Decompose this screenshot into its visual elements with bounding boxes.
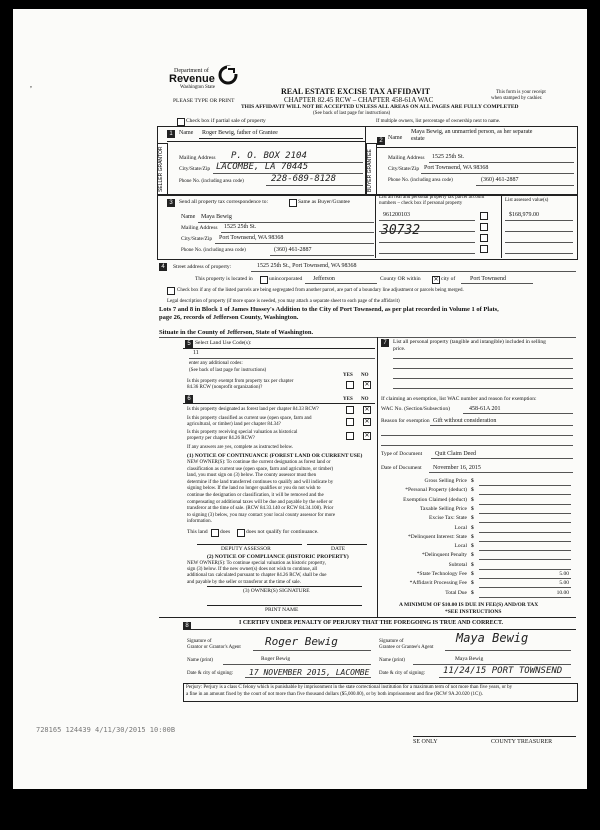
receipt-note-2: when stamped by cashier. [491, 96, 543, 101]
seller-phone-label: Phone No. (including area code) [179, 179, 244, 184]
tax-mail-value[interactable]: 1525 25th St. [224, 224, 257, 230]
dept-line2: Revenue [169, 73, 215, 85]
buyer-tab-label: BUYER GRANTEE [367, 149, 373, 192]
street-label: Street address of property: [173, 264, 232, 270]
buyer-mail-label: Mailing Address [388, 155, 425, 161]
minimum-due-note: A MINIMUM OF $10.00 IS DUE IN FEE(S) AND/OR TAX [399, 602, 539, 608]
grantor-signature[interactable]: Roger Bewig [265, 635, 338, 648]
calc-row-currency: $ [471, 571, 474, 577]
historic-line: additional tax calculated pursuant to chapter 84.26 RCW, shall be due [187, 573, 327, 579]
perjury-line-2: a fine in an amount fixed by the court of not more than five thousand dollars ($5,000.00), or by both imprisonment and fine (RCW 9A.20.020 (1C)). [186, 692, 483, 697]
forest-question: Is this property designated as forest land per chapter 84.33 RCW? [187, 407, 319, 412]
seller-city-label: City/State/Zip [179, 166, 211, 172]
street-value[interactable]: 1525 25th St., Port Townsend, WA 98368 [257, 263, 357, 269]
does-label: does [220, 529, 231, 535]
current-use-yes-checkbox[interactable] [346, 418, 354, 426]
grantor-name-label: Name (print) [187, 658, 213, 663]
dept-line1: Department of [174, 68, 209, 74]
calc-row-currency: $ [471, 487, 474, 494]
grantee-sig-label-1: Signature of [379, 639, 404, 644]
tax-mail-label: Mailing Address [181, 225, 218, 231]
does-not-label: does not qualify for continuance. [246, 529, 319, 535]
seller-tab-label: SELLER GRANTOR [158, 146, 164, 192]
section-3-number: 3 [167, 199, 175, 207]
calc-row-label: Gross Selling Price [424, 478, 467, 484]
unincorporated-label: unincorporated [269, 276, 303, 282]
tax-name[interactable]: Maya Bewig [201, 214, 232, 220]
doc-type-label: Type of Document [381, 451, 423, 457]
wac-label: WAC No. (Section/Subsection) [381, 406, 450, 412]
sec5-no-label: NO [361, 373, 369, 378]
segregation-label: Check box if any of the listed parcels are being segregated from another parcel, are part of a boundary line adjustment or parcels being merged. [177, 288, 464, 293]
forest-no-checkbox[interactable]: ✕ [364, 406, 370, 413]
calc-row-currency: $ [471, 524, 474, 531]
buyer-phone-value[interactable]: (360) 461-2887 [481, 177, 519, 183]
calc-row-label: Local [454, 543, 467, 550]
certify-statement: I CERTIFY UNDER PENALTY OF PERJURY THAT THE FOREGOING IS TRUE AND CORRECT. [239, 620, 504, 626]
form-title: REAL ESTATE EXCISE TAX AFFIDAVIT [281, 87, 431, 96]
land-use-code[interactable]: 11 [193, 350, 199, 356]
continuance-line: to signing (3) below, you may contact your local county assessor for more [187, 512, 336, 518]
calc-row-line [479, 522, 571, 523]
calc-row-label: Taxable Selling Price [420, 505, 467, 512]
county-or-label: County OR within [380, 276, 421, 282]
parcel-number[interactable]: 961200103 [383, 212, 410, 218]
within-city-checkbox[interactable]: ✕ [433, 276, 439, 283]
buyer-phone-label: Phone No. (including area code) [388, 178, 453, 183]
grantee-signature[interactable]: Maya Bewig [456, 631, 529, 645]
section-7-number: 7 [381, 339, 389, 347]
calc-row-line [479, 513, 571, 514]
calc-row-line [479, 587, 571, 588]
parcel-handwritten-number: 30732 [381, 223, 421, 238]
continuance-line: information. [187, 519, 212, 525]
county-value[interactable]: Jefferson [313, 276, 335, 282]
continuance-line: continue the designation or classification, it will be removed and the [187, 493, 324, 498]
grantor-date-label: Date & city of signing: [187, 671, 234, 676]
calc-row-label: Excise Tax: State [428, 515, 467, 522]
seller-mail-label: Mailing Address [179, 155, 216, 161]
section-6-number: 6 [185, 395, 193, 403]
historic-line: sign (3) below. If the new owner(s) does not wish to continue, all [187, 567, 318, 573]
continuance-line: compensating or additional taxes will be due and payable by the seller or [187, 499, 333, 505]
continuance-line: land, you must sign on (3) below. The county assessor must then [187, 473, 317, 479]
calc-row-label: *State Technology Fee [416, 571, 467, 577]
form-see-back: (See back of last page for instructions) [313, 111, 391, 116]
calc-row-currency: $ [471, 496, 474, 503]
assessed-value[interactable]: $168,979.00 [509, 212, 539, 218]
legal-line-2: page 26, records of Jefferson County, Washington. [159, 314, 299, 321]
owner-signature-label: (3) OWNER(S) SIGNATURE [243, 588, 310, 594]
parcel-personal-checkbox-1[interactable] [480, 212, 488, 220]
grantee-name[interactable]: Maya Bewig [455, 656, 484, 662]
doc-type-value[interactable]: Quit Claim Deed [435, 451, 476, 457]
exempt-no-checkbox[interactable]: ✕ [364, 381, 370, 388]
tax-phone-value[interactable]: (360) 461-2887 [274, 247, 312, 253]
perjury-line-1: Perjury: Perjury is a class C felony which is punishable by imprisonment in the state correctional institution for a maximum term of not more than five years, or by [186, 685, 513, 690]
exempt-question-2: 84.36 RCW (nonprofit organization)? [187, 385, 263, 390]
calc-row-line [479, 550, 571, 551]
multiple-owners-note: If multiple owners, list percentage of ownership next to name. [376, 119, 501, 124]
continuance-line: determine if the land transferred continues to qualify and will indicate by [187, 479, 334, 485]
grantor-sig-label-1: Signature of [187, 639, 212, 644]
grantor-sig-label-2: Grantor or Grantor's Agent [187, 645, 241, 650]
sec6-no-label: NO [361, 397, 369, 402]
calc-row-label: Total Due [445, 589, 467, 596]
calc-row-value[interactable]: 10.00 [556, 589, 569, 596]
grantee-name-label: Name (print) [379, 658, 405, 663]
partial-sale-label: Check box if partial sale of property [186, 118, 266, 124]
grantee-date[interactable]: 11/24/15 PORT TOWNSEND [443, 666, 563, 676]
tax-city-value[interactable]: Port Townsend, WA 98368 [219, 235, 284, 241]
calc-row-label: *Affidavit Processing Fee [409, 580, 467, 587]
seller-phone-value[interactable]: 228-689-8128 [271, 174, 337, 184]
calc-row-label: Subtotal [448, 561, 467, 568]
seller-city-value[interactable]: LACOMBE, LA 70445 [216, 162, 309, 172]
parcel-personal-checkbox-4[interactable] [480, 245, 488, 253]
buyer-city-label: City/State/Zip [388, 166, 420, 172]
historical-yes-checkbox[interactable] [346, 432, 354, 440]
parcel-list-label-2: numbers – check box if personal property [379, 201, 463, 206]
calc-row-currency: $ [471, 543, 474, 550]
city-value[interactable]: Port Townsend [470, 276, 506, 282]
calc-row-line [479, 485, 571, 486]
same-as-buyer-label: Same as Buyer/Grantee [298, 199, 350, 205]
section-8-number: 8 [183, 622, 191, 630]
calc-row-line [479, 559, 571, 560]
form-warning: THIS AFFIDAVIT WILL NOT BE ACCEPTED UNLESS ALL AREAS ON ALL PAGES ARE FULLY COMPLETED [241, 104, 519, 110]
buyer-city-value[interactable]: Port Townsend, WA 98368 [424, 165, 489, 171]
calc-row-currency: $ [471, 533, 474, 540]
historic-title: (2) NOTICE OF COMPLIANCE (HISTORIC PROPERTY) [207, 554, 349, 560]
land-label: This land [187, 529, 208, 535]
partial-sale-checkbox[interactable] [177, 118, 185, 126]
does-not-qualify-checkbox[interactable] [237, 529, 245, 537]
historic-line: and payable by the seller or transferor at the time of sale. [187, 579, 301, 585]
current-use-question-2: agricultural, or timber) land per chapter 84.34? [187, 422, 281, 427]
personal-property-label-2: price. [393, 346, 406, 352]
exemption-claim-label: If claiming an exemption, list WAC number and reason for exemption: [381, 396, 537, 402]
calc-row-line [479, 541, 571, 542]
doc-date-label: Date of Document [381, 465, 422, 471]
city-of-label: city of [441, 276, 456, 282]
section-2-number: 2 [377, 137, 385, 145]
section-5-number: 5 [185, 340, 193, 348]
exempt-yes-checkbox[interactable] [346, 381, 354, 389]
tax-correspondence-label: Send all property tax correspondence to: [179, 199, 269, 205]
reason-label: Reason for exemption [381, 418, 430, 424]
use-only-label: SE ONLY [413, 739, 438, 745]
calc-row-line [479, 532, 571, 533]
doc-date-value[interactable]: November 16, 2015 [433, 465, 481, 471]
parcel-personal-checkbox-2[interactable] [480, 223, 488, 231]
historical-question-1: Is this property receiving special valuation as historical [187, 430, 298, 435]
land-use-label: Select Land Use Code(s): [195, 340, 252, 346]
dor-logo-icon [218, 65, 238, 85]
calc-row-currency: $ [471, 589, 474, 596]
historical-question-2: property per chapter 84.26 RCW? [187, 436, 255, 441]
deputy-assessor-label: DEPUTY ASSESSOR [221, 546, 271, 552]
grantee-sig-label-2: Grantee or Grantee's Agent [379, 645, 434, 650]
continuance-title: (1) NOTICE OF CONTINUANCE (FOREST LAND OR CURRENT USE) [187, 453, 363, 459]
calc-row-line [479, 504, 571, 505]
calc-row-currency: $ [471, 478, 474, 484]
calc-row-label: Exemption Claimed (deduct) [403, 496, 467, 503]
calc-row-value[interactable]: 5.00 [559, 580, 569, 587]
calc-row-label: *Delinquent Interest: State [408, 533, 467, 540]
print-name-label: PRINT NAME [265, 607, 299, 613]
exempt-question-1: Is this property exempt from property tax per chapter [187, 379, 294, 384]
receipt-note-1: This form is your receipt [496, 90, 546, 95]
calc-row-line [479, 597, 571, 598]
current-use-question-1: Is this property classified as current use (open space, farm and [187, 416, 312, 421]
unincorporated-checkbox[interactable] [260, 276, 268, 284]
calc-row-line [479, 578, 571, 579]
grantee-date-label: Date & city of signing: [379, 671, 426, 676]
historic-line: NEW OWNER(S): To continue special valuation as historic property, [187, 561, 326, 566]
calc-row-currency: $ [471, 552, 474, 559]
tax-name-label: Name [181, 214, 196, 220]
continuance-line: signing below. If the land no longer qualifies or you do not wish to [187, 486, 321, 492]
personal-property-label-1: List all personal property (tangible and intangible) included in selling [393, 339, 546, 345]
continuance-line: classification as current use (open space, farm and agriculture, or timber) [187, 466, 334, 472]
wac-value[interactable]: 458-61A 201 [469, 406, 501, 412]
located-label: This property is located in [195, 276, 253, 282]
calc-row-label: *Personal Property (deduct) [405, 487, 467, 494]
calc-row-value[interactable]: 5.00 [559, 571, 569, 577]
continuance-line: transferor at the time of sale. (RCW 84.33.140 or RCW 84.34.108). Prior [187, 506, 334, 512]
sec5-yes-label: YES [343, 373, 353, 378]
forest-yes-checkbox[interactable] [346, 406, 354, 414]
calc-row-label: *Delinquent Penalty [421, 552, 467, 559]
see-instructions-note: *SEE INSTRUCTIONS [445, 609, 502, 615]
seller-name[interactable]: Roger Bewig, father of Grantee [202, 130, 278, 136]
segregation-checkbox[interactable] [167, 287, 175, 295]
tax-phone-label: Phone No. (including area code) [181, 248, 246, 253]
dept-line3: Washington State [180, 85, 216, 90]
grantor-date[interactable]: 17 NOVEMBER 2015, LACOMBE [249, 668, 370, 677]
situate-line: Situate in the County of Jefferson, State of Washington. [159, 329, 314, 336]
form-chapter: CHAPTER 82.45 RCW – CHAPTER 458-61A WAC [284, 96, 434, 104]
calc-row-currency: $ [471, 580, 474, 587]
deputy-date-label: DATE [331, 546, 346, 552]
scan-mark: , [30, 80, 32, 89]
calc-row-currency: $ [471, 561, 474, 568]
seller-name-label: Name [179, 130, 194, 136]
continuance-line: NEW OWNER(S): To continue the current designation as forest land or [187, 460, 331, 465]
calc-row-line [479, 494, 571, 495]
section-1-number: 1 [167, 130, 175, 138]
tax-city-label: City/State/Zip [181, 236, 213, 242]
grantor-name[interactable]: Roger Bewig [261, 656, 291, 662]
print-note: PLEASE TYPE OR PRINT [173, 98, 235, 104]
calc-row-currency: $ [471, 505, 474, 512]
buyer-mail-value[interactable]: 1525 25th St. [432, 154, 465, 160]
sec6-yes-label: YES [343, 397, 353, 402]
county-treasurer-label: COUNTY TREASURER [491, 739, 553, 745]
recording-stamp: 728165 124439 4/11/30/2015 10:00B [36, 726, 176, 734]
parcel-list-label-1: List all real and personal property tax parcel account [379, 195, 485, 200]
legal-line-1: Lots 7 and 8 in Block 1 of James Hussey's Addition to the City of Port Townsend, as per plat recorded in Volume 1 of Plats, [159, 306, 499, 313]
section-4-number: 4 [159, 263, 167, 271]
calc-row-currency: $ [471, 515, 474, 522]
historical-no-checkbox[interactable]: ✕ [364, 432, 370, 439]
does-qualify-checkbox[interactable] [211, 529, 219, 537]
calc-row-label: Local [454, 524, 467, 531]
parcel-personal-checkbox-3[interactable] [480, 234, 488, 242]
calc-row-line [479, 569, 571, 570]
buyer-name-line2[interactable]: estate [411, 136, 425, 142]
buyer-name-line1[interactable]: Maya Bewig, an unmarried person, as her separate [411, 129, 533, 135]
additional-codes-label: enter any additional codes: [189, 361, 243, 366]
assessed-value-label: List assessed value(s) [505, 198, 549, 203]
if-yes-note: If any answers are yes, complete as instructed below. [187, 445, 294, 450]
land-use-see-back: (See back of last page for instructions) [189, 368, 267, 373]
seller-mail-value[interactable]: P. O. BOX 2104 [231, 151, 307, 161]
buyer-name-label: Name [388, 135, 403, 141]
current-use-no-checkbox[interactable]: ✕ [364, 418, 370, 425]
same-as-buyer-checkbox[interactable] [289, 199, 297, 207]
affidavit-page [13, 9, 587, 789]
legal-label: Legal description of property (if more space is needed, you may attach a separate sheet to each page of the affidavit) [167, 299, 400, 304]
reason-value[interactable]: Gift without consideration [433, 418, 497, 424]
